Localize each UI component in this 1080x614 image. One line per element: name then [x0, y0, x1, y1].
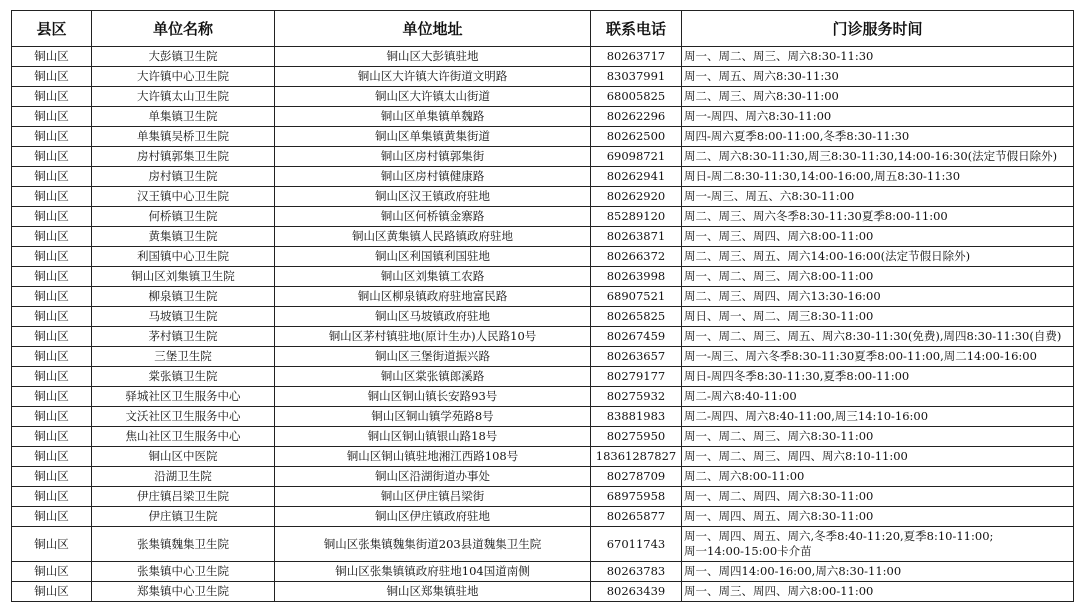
unit-name-cell: 伊庄镇卫生院 [92, 507, 275, 527]
table-row [12, 447, 1074, 467]
district-cell: 铜山区 [12, 307, 92, 327]
phone-cell: 80275950 [591, 427, 682, 447]
table-row [12, 307, 1074, 327]
address-cell: 铜山区张集镇镇政府驻地104国道南侧 [275, 562, 591, 582]
unit-name-cell: 茅村镇卫生院 [92, 327, 275, 347]
table-row [12, 167, 1074, 187]
hours-cell: 周二、周三、周六冬季8:30-11:30夏季8:00-11:00 [682, 207, 1074, 227]
hours-cell: 周一、周三、周四、周六8:00-11:00 [682, 227, 1074, 247]
unit-name-cell: 单集镇卫生院 [92, 107, 275, 127]
unit-name-cell: 黄集镇卫生院 [92, 227, 275, 247]
header-unit-name: 单位名称 [92, 11, 275, 47]
address-cell: 铜山区柳泉镇政府驻地富民路 [275, 287, 591, 307]
table-row [12, 527, 1074, 562]
table-row [12, 207, 1074, 227]
phone-cell: 67011743 [591, 527, 682, 562]
address-cell: 铜山区茅村镇驻地(原计生办)人民路10号 [275, 327, 591, 347]
table-row [12, 407, 1074, 427]
unit-name-cell: 利国镇中心卫生院 [92, 247, 275, 267]
hours-cell: 周一-周三、周六冬季8:30-11:30夏季8:00-11:00,周二14:00-16:00 [682, 347, 1074, 367]
unit-name-cell: 铜山区中医院 [92, 447, 275, 467]
unit-name-cell: 伊庄镇吕梁卫生院 [92, 487, 275, 507]
table-row [12, 227, 1074, 247]
district-cell: 铜山区 [12, 67, 92, 87]
table-row [12, 582, 1074, 602]
address-cell: 铜山区房村镇郭集街 [275, 147, 591, 167]
district-cell: 铜山区 [12, 247, 92, 267]
hours-cell: 周一、周二、周三、周五、周六8:30-11:30(免费),周四8:30-11:30(自费) [682, 327, 1074, 347]
phone-cell: 80265825 [591, 307, 682, 327]
district-cell: 铜山区 [12, 507, 92, 527]
phone-cell: 80262920 [591, 187, 682, 207]
hours-cell: 周二、周六8:00-11:00 [682, 467, 1074, 487]
hours-cell: 周二-周六8:40-11:00 [682, 387, 1074, 407]
header-phone: 联系电话 [591, 11, 682, 47]
table-row [12, 367, 1074, 387]
phone-cell: 80263871 [591, 227, 682, 247]
table-row [12, 267, 1074, 287]
district-cell: 铜山区 [12, 447, 92, 467]
clinic-schedule-table [11, 10, 1074, 602]
address-cell: 铜山区大彭镇驻地 [275, 47, 591, 67]
header-unit-address: 单位地址 [275, 11, 591, 47]
district-cell: 铜山区 [12, 467, 92, 487]
unit-name-cell: 柳泉镇卫生院 [92, 287, 275, 307]
unit-name-cell: 大许镇中心卫生院 [92, 67, 275, 87]
hours-cell: 周一、周三、周四、周六8:00-11:00 [682, 582, 1074, 602]
table-row [12, 67, 1074, 87]
address-cell: 铜山区单集镇单魏路 [275, 107, 591, 127]
phone-cell: 69098721 [591, 147, 682, 167]
hours-cell: 周一、周二、周三、周六8:30-11:00 [682, 427, 1074, 447]
district-cell: 铜山区 [12, 427, 92, 447]
address-cell: 铜山区何桥镇金寨路 [275, 207, 591, 227]
address-cell: 铜山区房村镇健康路 [275, 167, 591, 187]
address-cell: 铜山区张集镇魏集街道203县道魏集卫生院 [275, 527, 591, 562]
hours-cell: 周二、周三、周六8:30-11:00 [682, 87, 1074, 107]
hours-cell: 周一、周二、周三、周六8:00-11:00 [682, 267, 1074, 287]
unit-name-cell: 大许镇太山卫生院 [92, 87, 275, 107]
district-cell: 铜山区 [12, 407, 92, 427]
table-row [12, 107, 1074, 127]
hours-cell: 周一、周二、周三、周六8:30-11:30 [682, 47, 1074, 67]
phone-cell: 80279177 [591, 367, 682, 387]
hours-cell: 周二-周四、周六8:40-11:00,周三14:10-16:00 [682, 407, 1074, 427]
phone-cell: 68907521 [591, 287, 682, 307]
table-body [12, 47, 1074, 602]
phone-cell: 80267459 [591, 327, 682, 347]
unit-name-cell: 张集镇魏集卫生院 [92, 527, 275, 562]
district-cell: 铜山区 [12, 287, 92, 307]
district-cell: 铜山区 [12, 47, 92, 67]
hours-cell: 周一、周二、周四、周六8:30-11:00 [682, 487, 1074, 507]
header-clinic-hours: 门诊服务时间 [682, 11, 1074, 47]
table-row [12, 47, 1074, 67]
phone-cell: 80265877 [591, 507, 682, 527]
district-cell: 铜山区 [12, 267, 92, 287]
phone-cell: 83881983 [591, 407, 682, 427]
address-cell: 铜山区铜山镇银山路18号 [275, 427, 591, 447]
address-cell: 铜山区刘集镇工农路 [275, 267, 591, 287]
table-row [12, 187, 1074, 207]
hours-cell: 周日、周一、周二、周三8:30-11:00 [682, 307, 1074, 327]
phone-cell: 80266372 [591, 247, 682, 267]
district-cell: 铜山区 [12, 187, 92, 207]
unit-name-cell: 单集镇吴桥卫生院 [92, 127, 275, 147]
district-cell: 铜山区 [12, 87, 92, 107]
phone-cell: 83037991 [591, 67, 682, 87]
unit-name-cell: 郑集镇中心卫生院 [92, 582, 275, 602]
table-row [12, 87, 1074, 107]
unit-name-cell: 房村镇卫生院 [92, 167, 275, 187]
table-row [12, 147, 1074, 167]
district-cell: 铜山区 [12, 207, 92, 227]
address-cell: 铜山区沿湖街道办事处 [275, 467, 591, 487]
hours-cell: 周一-周三、周五、六8:30-11:00 [682, 187, 1074, 207]
header-district: 县区 [12, 11, 92, 47]
address-cell: 铜山区大许镇太山街道 [275, 87, 591, 107]
phone-cell: 80275932 [591, 387, 682, 407]
district-cell: 铜山区 [12, 527, 92, 562]
unit-name-cell: 张集镇中心卫生院 [92, 562, 275, 582]
phone-cell: 68005825 [591, 87, 682, 107]
table-row [12, 327, 1074, 347]
header-row [12, 11, 1074, 47]
table-row [12, 487, 1074, 507]
district-cell: 铜山区 [12, 127, 92, 147]
hours-cell: 周日-周二8:30-11:30,14:00-16:00,周五8:30-11:30 [682, 167, 1074, 187]
phone-cell: 18361287827 [591, 447, 682, 467]
phone-cell: 80263783 [591, 562, 682, 582]
unit-name-cell: 何桥镇卫生院 [92, 207, 275, 227]
address-cell: 铜山区黄集镇人民路镇政府驻地 [275, 227, 591, 247]
district-cell: 铜山区 [12, 582, 92, 602]
district-cell: 铜山区 [12, 387, 92, 407]
hours-cell: 周二、周三、周五、周六14:00-16:00(法定节假日除外) [682, 247, 1074, 267]
phone-cell: 80278709 [591, 467, 682, 487]
phone-cell: 80263439 [591, 582, 682, 602]
hours-cell: 周日-周四冬季8:30-11:30,夏季8:00-11:00 [682, 367, 1074, 387]
table-row [12, 387, 1074, 407]
unit-name-cell: 房村镇郭集卫生院 [92, 147, 275, 167]
address-cell: 铜山区三堡街道振兴路 [275, 347, 591, 367]
address-cell: 铜山区利国镇利国驻地 [275, 247, 591, 267]
unit-name-cell: 驿城社区卫生服务中心 [92, 387, 275, 407]
phone-cell: 80262941 [591, 167, 682, 187]
district-cell: 铜山区 [12, 327, 92, 347]
phone-cell: 80262296 [591, 107, 682, 127]
unit-name-cell: 焦山社区卫生服务中心 [92, 427, 275, 447]
table-row [12, 287, 1074, 307]
unit-name-cell: 三堡卫生院 [92, 347, 275, 367]
table-row [12, 562, 1074, 582]
address-cell: 铜山区铜山镇驻地湘江西路108号 [275, 447, 591, 467]
address-cell: 铜山区大许镇大许街道文明路 [275, 67, 591, 87]
district-cell: 铜山区 [12, 107, 92, 127]
district-cell: 铜山区 [12, 147, 92, 167]
unit-name-cell: 沿湖卫生院 [92, 467, 275, 487]
unit-name-cell: 汉王镇中心卫生院 [92, 187, 275, 207]
hours-cell: 周一、周五、周六8:30-11:30 [682, 67, 1074, 87]
hours-cell: 周一、周四、周五、周六,冬季8:40-11:20,夏季8:10-11:00; 周一14:00-15:00卡介苗 [682, 527, 1074, 562]
unit-name-cell: 棠张镇卫生院 [92, 367, 275, 387]
address-cell: 铜山区铜山镇长安路93号 [275, 387, 591, 407]
address-cell: 铜山区郑集镇驻地 [275, 582, 591, 602]
hours-cell: 周一、周四14:00-16:00,周六8:30-11:00 [682, 562, 1074, 582]
hours-cell: 周一-周四、周六8:30-11:00 [682, 107, 1074, 127]
district-cell: 铜山区 [12, 227, 92, 247]
district-cell: 铜山区 [12, 562, 92, 582]
phone-cell: 80263657 [591, 347, 682, 367]
table-row [12, 127, 1074, 147]
unit-name-cell: 文沃社区卫生服务中心 [92, 407, 275, 427]
phone-cell: 68975958 [591, 487, 682, 507]
table-row [12, 247, 1074, 267]
phone-cell: 85289120 [591, 207, 682, 227]
address-cell: 铜山区汉王镇政府驻地 [275, 187, 591, 207]
address-cell: 铜山区棠张镇郎溪路 [275, 367, 591, 387]
table-row [12, 507, 1074, 527]
hours-cell: 周一、周二、周三、周四、周六8:10-11:00 [682, 447, 1074, 467]
hours-cell: 周二、周六8:30-11:30,周三8:30-11:30,14:00-16:30(法定节假日除外) [682, 147, 1074, 167]
district-cell: 铜山区 [12, 487, 92, 507]
table-row [12, 347, 1074, 367]
phone-cell: 80263717 [591, 47, 682, 67]
address-cell: 铜山区伊庄镇政府驻地 [275, 507, 591, 527]
hours-cell: 周一、周四、周五、周六8:30-11:00 [682, 507, 1074, 527]
hours-cell: 周二、周三、周四、周六13:30-16:00 [682, 287, 1074, 307]
district-cell: 铜山区 [12, 347, 92, 367]
address-cell: 铜山区伊庄镇吕梁街 [275, 487, 591, 507]
unit-name-cell: 马坡镇卫生院 [92, 307, 275, 327]
unit-name-cell: 大彭镇卫生院 [92, 47, 275, 67]
unit-name-cell: 铜山区刘集镇卫生院 [92, 267, 275, 287]
address-cell: 铜山区铜山镇学苑路8号 [275, 407, 591, 427]
hours-cell: 周四-周六夏季8:00-11:00,冬季8:30-11:30 [682, 127, 1074, 147]
table-row [12, 467, 1074, 487]
address-cell: 铜山区马坡镇政府驻地 [275, 307, 591, 327]
address-cell: 铜山区单集镇黄集街道 [275, 127, 591, 147]
district-cell: 铜山区 [12, 367, 92, 387]
phone-cell: 80262500 [591, 127, 682, 147]
district-cell: 铜山区 [12, 167, 92, 187]
phone-cell: 80263998 [591, 267, 682, 287]
table-row [12, 427, 1074, 447]
